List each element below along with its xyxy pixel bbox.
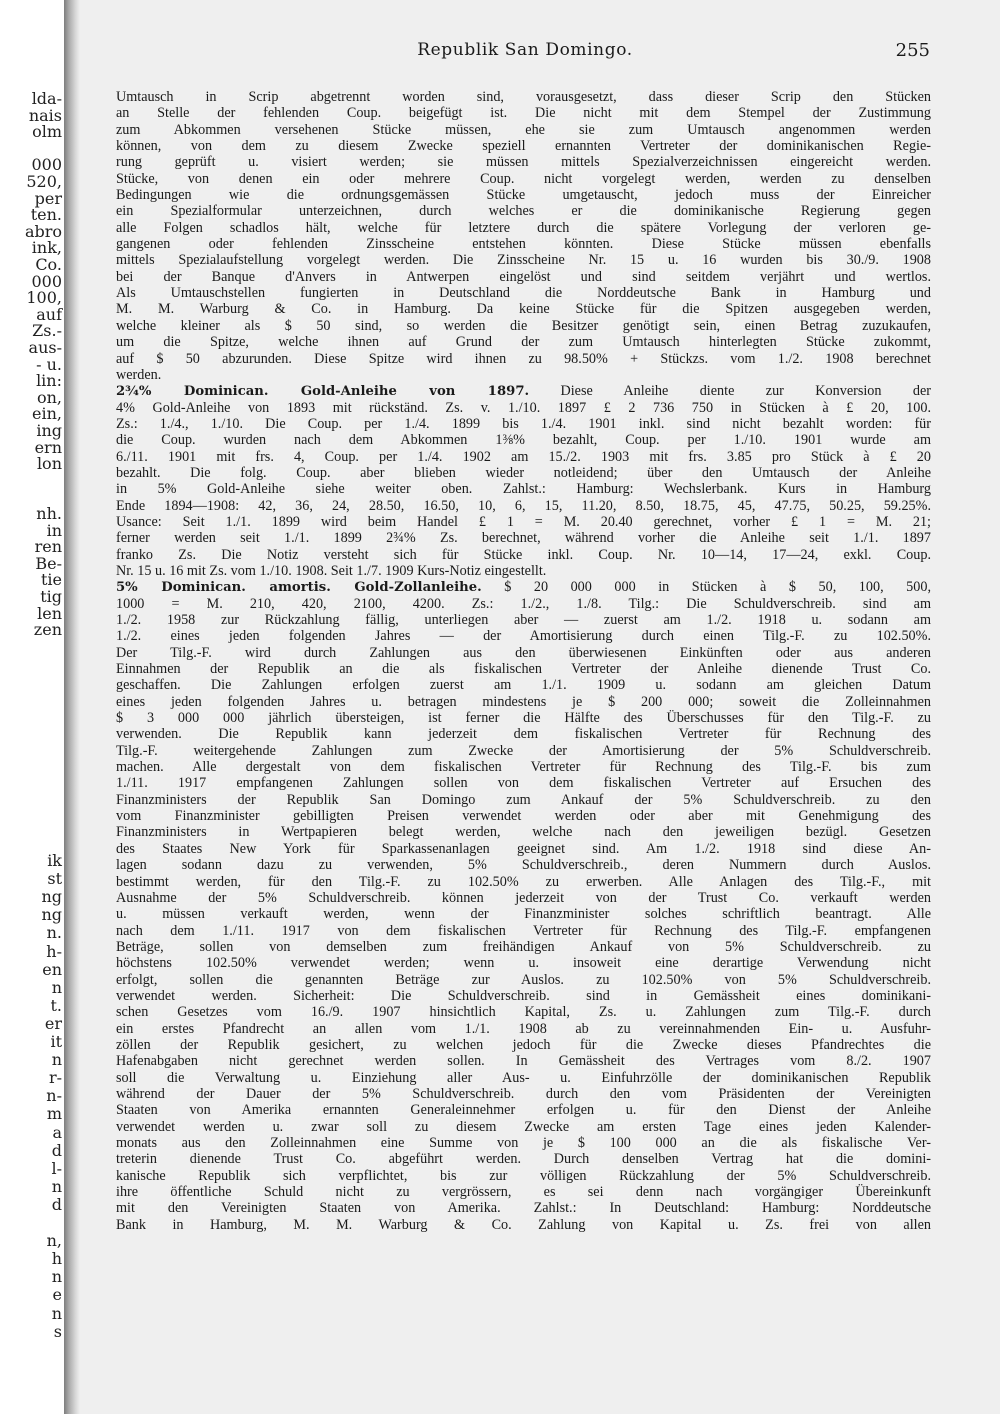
text-line: Der Tilg.-F. wird durch Zahlungen aus den überwiesenen Einkünften oder aus anderen <box>116 644 931 661</box>
gutter-fragment: en <box>42 959 62 979</box>
text-line: bezahlt. Die folg. Coup. aber blieben wieder notleidend; über den Umtausch der Anleihe <box>116 464 931 481</box>
text-line: Hafenabgaben nicht gerechnet werden sollen. In Gemässheit des Vertrages vom 8./2. 1907 <box>116 1053 931 1070</box>
gutter-fragment: nais <box>28 105 62 125</box>
text-line: können, von dem zu diesem Zwecke speziell ernannten Vertreter der dominikanischen Regie- <box>116 138 931 155</box>
gutter-fragment: t. <box>50 995 62 1015</box>
text-line: bestimmt werden, für den Tilg.-F. zu 102.50% zu erwerben. Alle Anlagen des Tilg.-F., mit <box>116 873 931 890</box>
text-line: lagen sodann dazu zu verwenden, 5% Schuldverschreib., deren Nummern durch Auslos. <box>116 857 931 874</box>
gutter-fragment: tie <box>40 570 62 590</box>
text-line: Bank in Hamburg, M. M. Warburg & Co. Zahlung von Kapital u. Zs. frei von allen <box>116 1216 931 1233</box>
text-line: mit den Vereinigten Staaten von Amerika. Zahlst.: In Deutschland: Hamburg: Norddeutsche <box>116 1200 931 1217</box>
text-line: 2¾% Dominican. Gold-Anleihe von 1897. Diese Anleihe diente zur Konversion der <box>116 383 931 400</box>
text-line: Als Umtauschstellen fungierten in Deutschland die Norddeutsche Bank in Hamburg und <box>116 285 931 302</box>
gutter-fragment: on, <box>36 387 62 407</box>
gutter-fragment: s <box>53 1321 62 1341</box>
gutter-fragment: 000 <box>31 155 62 175</box>
text-line: 5% Dominican. amortis. Gold-Zollanleihe. $ 20 000 000 in Stücken à $ 50, 100, 500, <box>116 579 931 596</box>
text-line: in 5% Gold-Anleihe siehe weiter oben. Zahlst.: Hamburg: Wechslerbank. Kurs in Hamburg <box>116 481 931 498</box>
gutter-fragment: d <box>51 1140 62 1160</box>
gutter-fragment: n <box>51 977 62 997</box>
gutter-fragment: per <box>34 188 62 208</box>
gutter-fragment: in <box>46 520 62 540</box>
text-line: treterin dienende Trust Co. abgeführt werden. Durch denselben Vertrag hat die domini- <box>116 1151 931 1168</box>
text-line: soll die Verwaltung u. Einziehung aller Aus- u. Einfuhrzölle der dominikanischen Republik <box>116 1069 931 1086</box>
gutter-fragment: e <box>52 1285 62 1305</box>
body-text-column <box>116 89 931 1233</box>
gutter-fragment: 100, <box>26 288 62 308</box>
gutter-fragment: it <box>50 1032 62 1051</box>
text-line: Nr. 15 u. 16 mit Zs. vom 1./10. 1908. Seit 1./7. 1909 Kurs-Notiz eingestellt. <box>116 562 547 579</box>
text-line: eines jeden folgenden Jahres u. betragen mindestens je $ 200 000; soweit die Zolleinnahmen <box>116 693 931 710</box>
text-line: 1./2. 1958 zur Rückzahlung fällig, unterliegen aber — zuerst am 1./2. 1918 u. sodann am <box>116 612 931 628</box>
text-line: 1./2. eines jeden folgenden Jahres — der Amortisierung durch einen Tilg.-F. zu 102.50%. <box>116 628 931 645</box>
text-line: 1./11. 1917 empfangenen Zahlungen sollen von dem fiskalischen Vertreter auf Ersuchen des <box>116 775 931 792</box>
text-line: verwenden. Die Republik kann jederzeit dem fiskalischen Vertreter für Rechnung des <box>116 726 931 743</box>
text-line: geschaffen. Die Zahlungen erfolgen zuerst am 1./1. 1909 u. sodann am gleichen Datum <box>116 677 931 694</box>
text-line: ein Spezialformular unterzeichnen, durch welches er die dominikanische Regierung gegen <box>116 203 931 220</box>
gutter-fragment: er <box>44 1013 62 1033</box>
running-head <box>120 40 930 62</box>
gutter-fragment: m <box>46 1104 62 1124</box>
text-line: u. müssen verkauft werden, wenn der Finanzminister solches schriftlich beantragt. Alle <box>116 906 931 923</box>
text-line: nach dem 1./11. 1917 von dem fiskalischen Vertreter für Rechnung des Tilg.-F. empfangenen <box>116 922 931 939</box>
text-line: Zs.: 1./4., 1./10. Die Coup. per 1./4. 1899 bis 1./4. 1901 inkl. sind nicht bezahlt worden: für <box>116 415 931 432</box>
gutter-fragment: l- <box>51 1158 62 1178</box>
text-line: M. M. Warburg & Co. in Hamburg. Da keine Stücke für die Spitzen ausgegeben werden, <box>116 301 931 318</box>
gutter-fragment: st <box>47 869 62 889</box>
gutter-fragment: zen <box>33 620 62 640</box>
gutter-fragment: Be- <box>35 553 62 573</box>
gutter-fragment: ten. <box>30 205 62 225</box>
gutter-fragment: 000 <box>31 271 62 291</box>
gutter-fragment: Co. <box>35 255 62 274</box>
text-line: franko Zs. Die Notiz versteht sich für Stücke inkl. Coup. Nr. 10—14, 17—24, exkl. Coup. <box>116 546 931 563</box>
text-line: ein erstes Pfandrecht an allen vom 1./1. 1908 ab zu vereinnahmenden Ein- u. Ausfuhr- <box>116 1020 931 1037</box>
text-line: vom Finanzminister gebilligten Preisen verwendet werden oder aber mit Genehmigung des <box>116 808 931 825</box>
gutter-fragment: lon <box>36 454 62 474</box>
text-line: 6./11. 1901 mit frs. 4, Coup. per 1./4. 1902 am 15./2. 1903 mit frs. 3.85 pro Stück à £ 20 <box>116 448 931 465</box>
binding-fold-shadow <box>64 0 80 1414</box>
text-line: Ende 1894—1908: 42, 36, 24, 28.50, 16.50, 10, 6, 15, 11.20, 8.50, 18.75, 45, 47.75, 50.25, 59.25%. <box>116 497 931 514</box>
gutter-fragment: ern <box>34 437 62 457</box>
gutter-fragment: lin: <box>36 371 62 391</box>
text-line: auf $ 50 abzurunden. Diese Spitze wird ihnen zu 98.50% + Stückzs. vom 1./2. 1908 berechnet <box>116 350 931 367</box>
text-line: Usance: Seit 1./1. 1899 wird beim Handel £ 1 = M. 20.40 gerechnet, vorher £ 1 = M. 21; <box>116 513 931 530</box>
gutter-fragment: Zs.- <box>32 321 62 341</box>
gutter-fragment: ng <box>41 905 62 925</box>
text-line: erfolgt, sollen die genannten Beträge zur Auslos. zu 102.50% von 5% Schuldverschreib. <box>116 971 931 988</box>
text-line: Bedingungen wie die ordnungsgemässen Stücke umgetauscht, jedoch muss der Einreicher <box>116 187 931 204</box>
gutter-fragment: n, <box>46 1231 62 1251</box>
text-line: Finanzministers in Wertpapieren belegt werden, welche nach den jeweiligen bezügl. Gesetzen <box>116 824 931 841</box>
gutter-fragment: n <box>51 1050 62 1070</box>
gutter-fragment: ren <box>34 537 62 557</box>
gutter-fragment: ink, <box>31 238 62 258</box>
text-line: des Staates New York für Sparkassenanlagen geeignet sind. Am 1./2. 1918 sind diese An- <box>116 840 931 857</box>
gutter-fragment: abro <box>24 221 62 241</box>
text-line: rung geprüft u. visiert werden; sie müssen mittels Spezialverzeichnissen eingereicht werden. <box>116 154 931 171</box>
gutter-fragment: olm <box>32 122 62 142</box>
text-line: alle Folgen schadlos hält, welche für letztere durch die spätere Vorlegung der verloren ge- <box>116 219 931 236</box>
gutter-fragment: n- <box>46 1086 62 1106</box>
gutter-fragment: n. <box>46 923 62 943</box>
loan-heading: 2¾% Dominican. Gold-Anleihe von 1897. <box>116 384 530 400</box>
gutter-fragment: len <box>37 603 62 623</box>
text-line: höchstens 102.50% verwendet werden; wenn u. insoweit eine derartige Verwendung nicht <box>116 955 931 972</box>
text-line: mittels Spezialaufstellung vorgelegt werden. Die Zinsscheine Nr. 15 u. 16 wurden bis 30./9. 1908 <box>116 252 931 269</box>
gutter-fragment: aus- <box>28 338 62 357</box>
text-line: schen Gesetzes vom 16./9. 1907 hinsichtlich Kapital, Zs. u. Zahlungen zum Tilg.-F. durch <box>116 1004 931 1021</box>
text-line: während der Dauer der 5% Schuldverschreib. durch den vom Präsidenten der Vereinigten <box>116 1085 931 1102</box>
gutter-fragment: nh. <box>36 504 62 523</box>
gutter-fragment: a <box>52 1122 62 1142</box>
text-line: Tilg.-F. weitergehende Zahlungen zum Zwecke der Amortisierung der 5% Schuldverschreib. <box>116 742 931 759</box>
text-line: Beträge, sollen von demselben zum freihändigen Ankauf von 5% Schuldverschreib. zu <box>116 938 931 955</box>
text-line: $ 3 000 000 jährlich übersteigen, ist ferner die Hälfte des Überschusses für den Tilg.-F. zu <box>116 710 931 727</box>
text-line: ferner werden seit 1./1. 1899 2¾% Zs. berechnet, während vorher die Anleihe seit 1./1. 1897 <box>116 530 931 547</box>
text-line: bei der Banque d'Anvers in Antwerpen eingelöst und sind seitdem verjährt und wertlos. <box>116 268 931 285</box>
text-line: machen. Alle dergestalt von dem fiskalischen Vertreter für Rechnung des Tilg.-F. bis zum <box>116 759 931 776</box>
text-line: zum Abkommen versehenen Stücke müssen, ehe sie zum Umtausch angenommen werden <box>116 121 931 138</box>
text-line: ihre öffentliche Schuld nicht zu vergrössern, es sei denn nach vorgängiger Übereinkunft <box>116 1184 931 1201</box>
gutter-fragment: h- <box>46 941 62 961</box>
text-line: um die Spitze, welche ihnen auf Grund der zum Umtausch hinterlegten Stücke zukommt, <box>116 334 931 351</box>
gutter-fragment: ng <box>41 887 62 907</box>
text-line: 4% Gold-Anleihe von 1893 mit rückständ. Zs. v. 1./10. 1897 £ 2 736 750 in Stücken à £ 20, 100. <box>116 399 931 416</box>
text-line: Umtausch in Scrip abgetrennt worden sind, vorausgesetzt, dass dieser Scrip den Stücken <box>116 89 931 105</box>
gutter-fragment: ein, <box>32 404 62 424</box>
gutter-fragment: ik <box>47 851 62 870</box>
gutter-fragment: lda- <box>31 89 62 108</box>
gutter-fragment: auf <box>36 304 62 324</box>
text-line: werden. <box>116 366 162 383</box>
gutter-fragment: h <box>51 1249 62 1269</box>
text-line: zöllen der Republik gesichert, zu welchen jedoch für die Zwecke dieses Pfandrechtes die <box>116 1036 931 1053</box>
text-line: Stücke, von denen ein oder mehrere Coup. nicht vorgelegt werden, werden zu denselben <box>116 170 931 187</box>
text-line: Einnahmen der Republik an die als fiskalischen Vertreter der Anleihe dienende Trust Co. <box>116 661 931 678</box>
gutter-fragment: r- <box>48 1068 62 1088</box>
text-line: monats aus den Zolleinnahmen eine Summe von je $ 100 000 an die als fiskalische Ver- <box>116 1135 931 1151</box>
gutter-fragment: ing <box>36 421 62 440</box>
gutter-fragment: tig <box>40 587 62 606</box>
text-line: Finanzministers der Republik San Domingo zum Ankauf der 5% Schuldverschreib. zu den <box>116 791 931 808</box>
text-line: gangenen oder fehlenden Zinsscheine entstehen könnten. Diese Stücke müssen ebenfalls <box>116 236 931 253</box>
text-line: kanische Republik sich verpflichtet, bis zur völligen Rückzahlung der 5% Schuldverschreib. <box>116 1167 931 1184</box>
text-line: die Coup. wurden nach dem Abkommen 1⅜% bezahlt, Coup. per 1./10. 1901 wurde am <box>116 432 931 449</box>
text-line: Staaten von Amerika ernannten Generaleinnehmer erfolgen u. für den Dienst der Anleihe <box>116 1102 931 1119</box>
text-line: verwendet werden. Sicherheit: Die Schuldverschreib. sind in Gemässheit eines dominikani- <box>116 987 931 1004</box>
running-title: Republik San Domingo. <box>417 40 633 60</box>
text-line: an Stelle der fehlenden Coup. beigefügt ist. Die nicht mit dem Stempel der Zustimmung <box>116 105 931 122</box>
gutter-fragment: 520, <box>26 172 62 191</box>
text-line: 1000 = M. 210, 420, 2100, 4200. Zs.: 1./2., 1./8. Tilg.: Die Schuldverschreib. sind am <box>116 595 931 612</box>
gutter-fragment: d <box>51 1194 62 1214</box>
gutter-fragment: n <box>51 1303 62 1323</box>
gutter-fragment: n <box>51 1267 62 1287</box>
text-line: Ausnahme der 5% Schuldverschreib. können jederzeit von der Trust Co. verkauft werden <box>116 889 931 906</box>
loan-heading: 5% Dominican. amortis. Gold-Zollanleihe. <box>116 580 482 596</box>
page-number: 255 <box>895 40 930 61</box>
text-line: welche kleiner als $ 50 sind, so werden die Besitzer genötigt sein, einen Betrag zuzukaufen, <box>116 317 931 334</box>
gutter-fragment: - u. <box>36 354 62 374</box>
gutter-fragment: n <box>51 1176 62 1196</box>
text-line: verwendet werden u. zwar soll zu diesem Zwecke am ersten Tage eines jeden Kalender- <box>116 1118 931 1135</box>
